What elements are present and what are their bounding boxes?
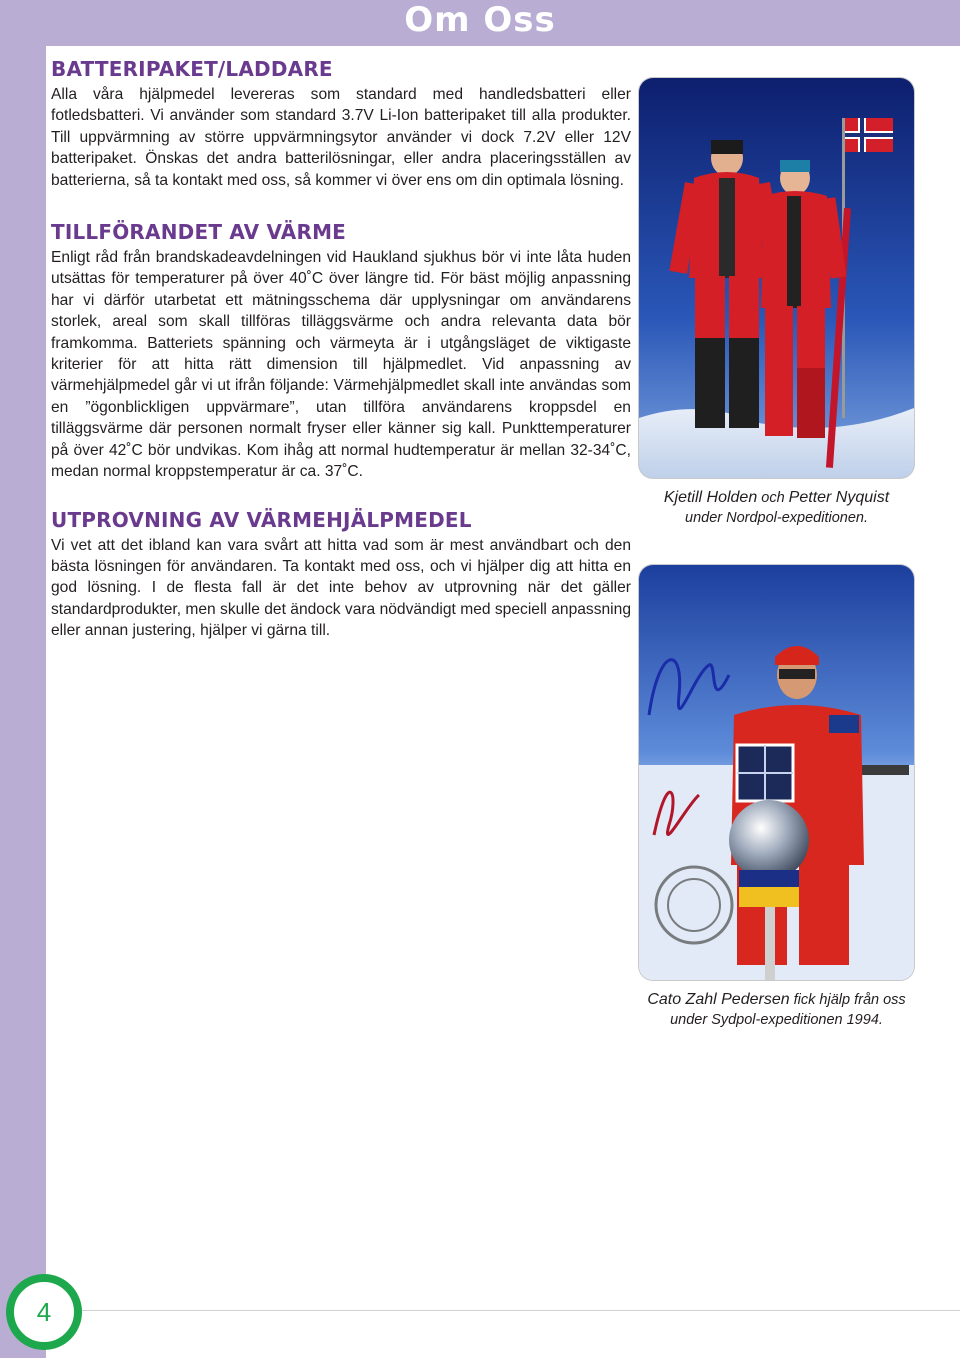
caption-text: fick hjälp från oss [789, 992, 906, 1008]
caption-name: Cato Zahl Pedersen [647, 991, 790, 1008]
photo-caption-south [639, 990, 914, 1030]
footer-divider [82, 1310, 960, 1311]
main-content [51, 56, 631, 642]
section-body: Alla våra hjälpmedel levereras som standard med handledsbatteri eller fotledsbatteri. Vi använder som standard 3.7V Li-Ion batteripaket till alla produkter. Till uppvärmning av större uppvärmningsytor använder vi dock 7.2V eller 12V batteripaket. Önskas det andra batterilösningar, eller andra placeringsställen av batterierna, så ta kontakt med oss, så kommer vi över ens om din optimala lösning. [51, 86, 631, 189]
section-title: TILLFÖRANDET AV VÄRME [51, 220, 347, 245]
caption-text: under Nordpol-expeditionen. [685, 510, 868, 526]
section-battery [51, 56, 631, 191]
section-body: Enligt råd från brandskadeavdelningen vid Haukland sjukhus bör vi inte låta huden utsättas för temperaturer på över 40˚C över längre tid. För bäst möjlig anpassning har vi därför utarbetat ett mätningsschema där upplysningar om användarens storlek, areal som skall tillföras tilläggsvärme och andra relevanta data bör framkomma. Batteriets spänning och värmeyta är i utgångsläget de viktigaste kriterier för att hitta rätt dimension till hjälpmedlet. Vid anpassning av värmehjälpmedel går vi ut ifrån följande: Värmehjälpmedlet skall inte användas som en ”ögonblickligen uppvärmare”, utan tillföra användarens kroppsdel en tilläggsvärme där personen normalt fryser eller känner sig kall. Punkttemperaturer på över 42˚C bör undvikas. Kom ihåg att normal hudtemperatur är mellan 32-34˚C, medan normal kroppstemperatur är ca. 37˚C. [51, 249, 631, 481]
sidebar-band [0, 0, 46, 1358]
photo-caption-north [639, 488, 914, 528]
section-title: UTPROVNING AV VÄRMEHJÄLPMEDEL [51, 507, 472, 532]
caption-name: Petter Nyquist [788, 489, 890, 506]
north-pole-expedition-photo [639, 78, 914, 478]
page-title: Om Oss [404, 0, 556, 40]
section-body: Vi vet att det ibland kan vara svårt att hitta vad som är mest användbart och den bästa lösningen för användaren. Ta kontakt med oss, och vi hjälper dig att hitta en god lösning. I de flesta fall är det inte behov av utprovning när det gäller standardprodukter, men skulle det ändock vara nödvändigt med speciell anpassning eller annan justering, hjälper vi gärna till. [51, 536, 631, 640]
caption-text: och [757, 490, 789, 506]
south-pole-expedition-photo [639, 565, 914, 980]
caption-name: Kjetill Holden [663, 489, 758, 506]
page-number: 4 [36, 1297, 52, 1327]
caption-text: under Sydpol-expeditionen 1994. [670, 1012, 883, 1028]
section-heat [51, 219, 631, 482]
section-testing [51, 507, 631, 642]
section-title: BATTERIPAKET/LADDARE [51, 57, 333, 81]
